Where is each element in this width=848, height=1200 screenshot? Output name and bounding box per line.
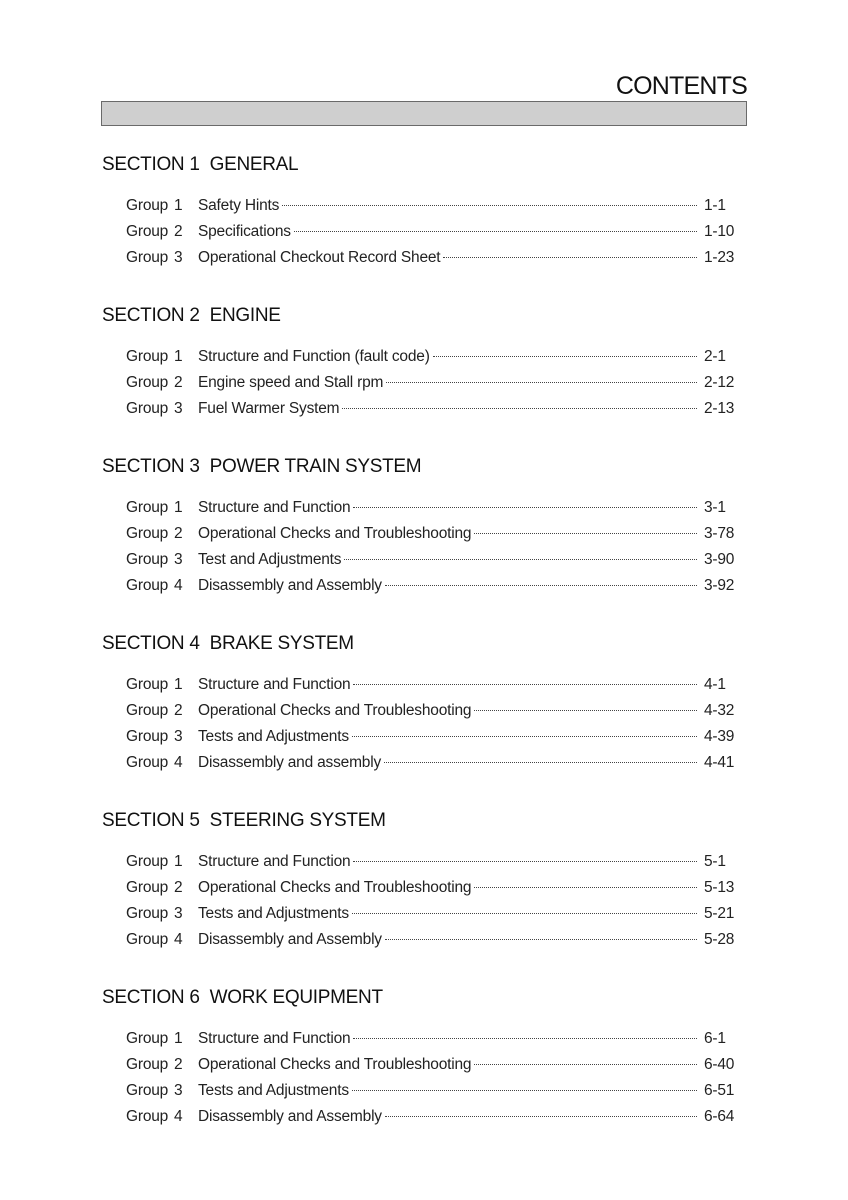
toc-entry[interactable] (102, 698, 742, 724)
dot-leader (474, 710, 697, 711)
group-title: Operational Checks and Troubleshooting (198, 1056, 472, 1073)
group-word: Group (126, 905, 169, 922)
group-word: Group (126, 676, 169, 693)
group-word: Group (126, 197, 169, 214)
section-title: WORK EQUIPMENT (209, 987, 383, 1008)
group-word: Group (126, 853, 169, 870)
toc-entry[interactable] (102, 1026, 742, 1052)
section-label: SECTION 5 (102, 810, 200, 831)
toc-entry[interactable] (102, 724, 742, 750)
group-number: 1 (174, 676, 183, 693)
group-title: Disassembly and assembly (198, 754, 381, 771)
group-number: 1 (174, 1030, 183, 1047)
section-title: BRAKE SYSTEM (209, 633, 354, 654)
section-heading (102, 985, 742, 1011)
title-bar (101, 101, 747, 126)
page-number: 3-92 (704, 577, 735, 594)
group-title: Safety Hints (198, 197, 280, 214)
page-number: 5-1 (704, 853, 726, 870)
toc-entry[interactable] (102, 672, 742, 698)
toc-entry[interactable] (102, 396, 742, 422)
group-number: 2 (174, 879, 183, 896)
toc-entry[interactable] (102, 849, 742, 875)
group-number: 3 (174, 728, 183, 745)
toc-entry[interactable] (102, 344, 742, 370)
dot-leader (282, 205, 697, 206)
group-word: Group (126, 223, 169, 240)
group-title: Structure and Function (198, 1030, 351, 1047)
dot-leader (353, 507, 697, 508)
page-number: 4-1 (704, 676, 726, 693)
group-title: Disassembly and Assembly (198, 1108, 382, 1125)
group-title: Operational Checks and Troubleshooting (198, 879, 472, 896)
section-heading (102, 454, 742, 480)
group-title: Specifications (198, 223, 291, 240)
page-number: 6-1 (704, 1030, 726, 1047)
page-number: 5-21 (704, 905, 735, 922)
group-word: Group (126, 400, 169, 417)
toc-entry[interactable] (102, 219, 742, 245)
group-title: Structure and Function (198, 676, 351, 693)
group-title: Engine speed and Stall rpm (198, 374, 384, 391)
page-number: 6-40 (704, 1056, 735, 1073)
section-label: SECTION 2 (102, 305, 200, 326)
toc-section (102, 631, 742, 776)
group-number: 2 (174, 702, 183, 719)
group-number: 4 (174, 1108, 183, 1125)
group-word: Group (126, 728, 169, 745)
group-word: Group (126, 1030, 169, 1047)
group-number: 3 (174, 905, 183, 922)
group-word: Group (126, 577, 169, 594)
toc-entry[interactable] (102, 495, 742, 521)
toc-section (102, 303, 742, 422)
page-number: 2-13 (704, 400, 735, 417)
group-number: 3 (174, 551, 183, 568)
dot-leader (353, 861, 697, 862)
page-number: 6-51 (704, 1082, 735, 1099)
section-label: SECTION 6 (102, 987, 200, 1008)
toc-section (102, 454, 742, 599)
group-number: 4 (174, 577, 183, 594)
group-number: 2 (174, 525, 183, 542)
toc-entry[interactable] (102, 573, 742, 599)
dot-leader (385, 1116, 697, 1117)
section-title: ENGINE (209, 305, 281, 326)
group-title: Structure and Function (198, 853, 351, 870)
group-word: Group (126, 499, 169, 516)
dot-leader (384, 762, 697, 763)
dot-leader (352, 913, 697, 914)
group-word: Group (126, 551, 169, 568)
section-title: GENERAL (209, 154, 299, 175)
group-word: Group (126, 249, 169, 266)
page-number: 1-10 (704, 223, 735, 240)
group-word: Group (126, 1056, 169, 1073)
group-title: Structure and Function (fault code) (198, 348, 430, 365)
toc-section (102, 985, 742, 1130)
group-title: Tests and Adjustments (198, 1082, 349, 1099)
group-title: Operational Checkout Record Sheet (198, 249, 441, 266)
dot-leader (353, 684, 697, 685)
page-number: 6-64 (704, 1108, 735, 1125)
page-number: 4-41 (704, 754, 735, 771)
group-number: 2 (174, 374, 183, 391)
page-number: 3-78 (704, 525, 735, 542)
dot-leader (433, 356, 697, 357)
group-number: 3 (174, 249, 183, 266)
group-word: Group (126, 348, 169, 365)
page-number: 5-13 (704, 879, 735, 896)
group-word: Group (126, 879, 169, 896)
page-number: 1-1 (704, 197, 726, 214)
section-label: SECTION 1 (102, 154, 200, 175)
section-heading (102, 631, 742, 657)
dot-leader (474, 533, 697, 534)
toc-entry[interactable] (102, 193, 742, 219)
section-heading (102, 808, 742, 834)
group-number: 1 (174, 499, 183, 516)
toc-entry[interactable] (102, 901, 742, 927)
group-title: Disassembly and Assembly (198, 577, 382, 594)
dot-leader (474, 1064, 697, 1065)
table-of-contents (102, 152, 742, 1162)
group-number: 2 (174, 223, 183, 240)
toc-section (102, 152, 742, 271)
dot-leader (344, 559, 697, 560)
group-number: 3 (174, 400, 183, 417)
toc-entry[interactable] (102, 750, 742, 776)
toc-entry[interactable] (102, 875, 742, 901)
page-number: 4-39 (704, 728, 735, 745)
toc-entry[interactable] (102, 245, 742, 271)
toc-entry[interactable] (102, 370, 742, 396)
group-number: 4 (174, 754, 183, 771)
dot-leader (386, 382, 697, 383)
group-word: Group (126, 754, 169, 771)
group-title: Disassembly and Assembly (198, 931, 382, 948)
group-title: Structure and Function (198, 499, 351, 516)
section-heading (102, 152, 742, 178)
group-title: Tests and Adjustments (198, 905, 349, 922)
group-word: Group (126, 1082, 169, 1099)
group-word: Group (126, 1108, 169, 1125)
dot-leader (352, 736, 697, 737)
dot-leader (342, 408, 697, 409)
toc-section (102, 808, 742, 953)
section-heading (102, 303, 742, 329)
dot-leader (353, 1038, 697, 1039)
dot-leader (443, 257, 697, 258)
toc-entry[interactable] (102, 547, 742, 573)
page-number: 3-1 (704, 499, 726, 516)
group-word: Group (126, 931, 169, 948)
dot-leader (385, 585, 697, 586)
group-number: 1 (174, 853, 183, 870)
page-number: 3-90 (704, 551, 735, 568)
group-word: Group (126, 702, 169, 719)
page-number: 2-12 (704, 374, 735, 391)
page-title: CONTENTS (615, 72, 747, 100)
dot-leader (385, 939, 697, 940)
page-number: 2-1 (704, 348, 726, 365)
group-word: Group (126, 525, 169, 542)
section-label: SECTION 4 (102, 633, 200, 654)
page-number: 4-32 (704, 702, 735, 719)
group-title: Tests and Adjustments (198, 728, 349, 745)
group-number: 2 (174, 1056, 183, 1073)
group-title: Fuel Warmer System (198, 400, 340, 417)
group-number: 1 (174, 197, 183, 214)
toc-entry[interactable] (102, 1104, 742, 1130)
dot-leader (352, 1090, 697, 1091)
dot-leader (294, 231, 697, 232)
section-title: STEERING SYSTEM (209, 810, 386, 831)
group-number: 3 (174, 1082, 183, 1099)
group-number: 1 (174, 348, 183, 365)
dot-leader (474, 887, 697, 888)
section-label: SECTION 3 (102, 456, 200, 477)
toc-entry[interactable] (102, 1078, 742, 1104)
group-word: Group (126, 374, 169, 391)
group-number: 4 (174, 931, 183, 948)
group-title: Operational Checks and Troubleshooting (198, 702, 472, 719)
page-number: 1-23 (704, 249, 735, 266)
toc-entry[interactable] (102, 927, 742, 953)
group-title: Operational Checks and Troubleshooting (198, 525, 472, 542)
page-number: 5-28 (704, 931, 735, 948)
toc-entry[interactable] (102, 1052, 742, 1078)
section-title: POWER TRAIN SYSTEM (209, 456, 422, 477)
toc-entry[interactable] (102, 521, 742, 547)
group-title: Test and Adjustments (198, 551, 342, 568)
